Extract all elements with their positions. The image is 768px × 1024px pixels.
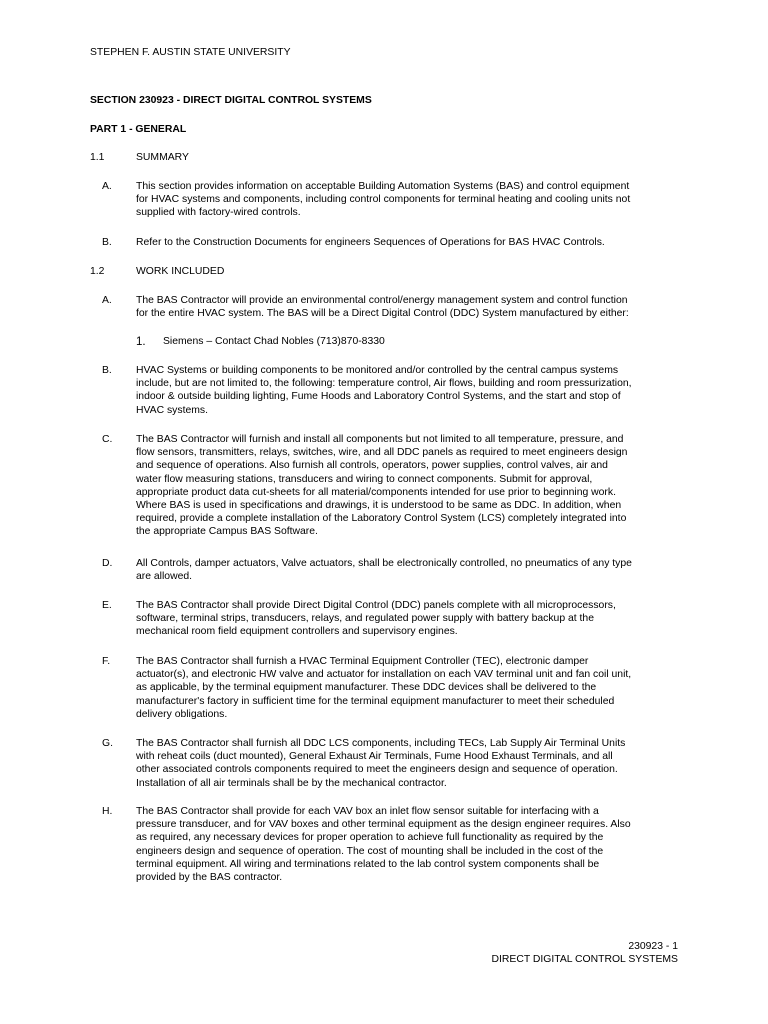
text-line: Installation of all air terminals shall be by the mechanical contractor.	[136, 777, 447, 789]
item-text	[136, 655, 676, 721]
section-title: SECTION 230923 - DIRECT DIGITAL CONTROL SYSTEMS	[90, 95, 372, 106]
text-line: the appropriate Campus BAS Software.	[136, 526, 318, 538]
text-line: water flow measuring stations, transducers and wiring to connect components. Submit for approval,	[136, 473, 593, 485]
item-letter: B.	[102, 237, 112, 248]
text-line: The BAS Contractor will provide an environmental control/energy management system and control function	[136, 295, 628, 306]
item-text	[136, 180, 676, 220]
item-letter: B.	[102, 365, 112, 376]
text-line: All Controls, damper actuators, Valve actuators, shall be electronically controlled, no pneumatics of any type	[136, 558, 632, 569]
text-line: as required, any necessary devices for proper operation to achieve full functionality as required by the	[136, 832, 604, 844]
text-line: with reheat coils (duct mounted), General Exhaust Air Terminals, Fume Hood Exhaust Terminals, and all	[136, 751, 613, 763]
text-line: delivery obligations.	[136, 708, 228, 720]
item-text	[136, 805, 676, 884]
text-line: software, terminal strips, transducers, relays, and regulated power supply with battery backup at the	[136, 613, 594, 625]
text-line: for HVAC systems and components, including control components for terminal heating and cooling units not	[136, 194, 631, 206]
item-text	[136, 599, 676, 639]
item-letter: H.	[102, 806, 113, 817]
text-line: actuator(s), and electronic HW valve and actuator for installation on each VAV terminal unit and fan coil unit,	[136, 669, 632, 681]
text-line: supplied with factory-wired controls.	[136, 207, 301, 219]
text-line: flow sensors, transmitters, relays, switches, wire, and all DDC panels as required to meet engineers design	[136, 447, 628, 459]
text-line: and sequence of operations. Also furnish all controls, operators, power supplies, control valves, air and	[136, 460, 608, 472]
text-line: as applicable, by the terminal equipment manufacturer. These DDC devices shall be delivered to the	[136, 682, 597, 694]
text-line: This section provides information on acceptable Building Automation Systems (BAS) and control equipment	[136, 181, 630, 192]
text-line: provided by the BAS contractor.	[136, 872, 283, 884]
text-line: Where BAS is used in specifications and drawings, it is understood to be same as DDC. In addition, when	[136, 500, 622, 512]
item-text	[136, 433, 676, 539]
text-line: terminal equipment. All wiring and terminations related to the lab control system components shall be	[136, 858, 600, 870]
item-letter: A.	[102, 181, 112, 192]
sub-item-text: Siemens – Contact Chad Nobles (713)870-8330	[163, 336, 385, 347]
item-text	[136, 294, 676, 320]
institution-header: STEPHEN F. AUSTIN STATE UNIVERSITY	[90, 47, 291, 58]
text-line: appropriate product data cut-sheets for all material/components intended for use prior to beginning work.	[136, 486, 616, 498]
section-heading: SUMMARY	[136, 152, 189, 163]
section-number: 1.2	[90, 266, 105, 277]
item-text	[136, 364, 676, 417]
text-line: required, provide a complete installation of the Laboratory Control System (LCS) completely integrated into	[136, 513, 627, 525]
text-line: engineers design and sequence of operation. The cost of mounting shall be included in the cost of the	[136, 845, 604, 857]
section-heading: WORK INCLUDED	[136, 266, 225, 277]
text-line: The BAS Contractor shall provide Direct Digital Control (DDC) panels complete with all microprocessors,	[136, 600, 616, 611]
text-line: HVAC systems.	[136, 404, 208, 416]
text-line: The BAS Contractor shall provide for each VAV box an inlet flow sensor suitable for interfacing with a	[136, 806, 599, 817]
item-letter: E.	[102, 600, 112, 611]
page-number: 230923 - 1	[628, 941, 678, 952]
text-line: indoor & outside building lighting, Fume Hoods and Laboratory Control Systems, and the start and stop of	[136, 391, 621, 403]
item-letter: D.	[102, 558, 113, 569]
text-line: Refer to the Construction Documents for engineers Sequences of Operations for BAS HVAC Controls.	[136, 237, 605, 248]
text-line: The BAS Contractor shall furnish a HVAC Terminal Equipment Controller (TEC), electronic damper	[136, 656, 589, 667]
text-line: pressure transducer, and for VAV boxes and other terminal equipment as the design engineer requires. Also	[136, 819, 631, 831]
section-number: 1.1	[90, 152, 105, 163]
text-line: The BAS Contractor shall furnish all DDC LCS components, including TECs, Lab Supply Air Terminal Units	[136, 738, 626, 749]
item-text	[136, 557, 676, 583]
text-line: other associated controls components required to meet the engineers design and sequence of operation.	[136, 764, 618, 776]
item-letter: F.	[102, 656, 111, 667]
item-text	[136, 737, 676, 790]
text-line: include, but are not limited to, the following: temperature control, Air flows, building and room pressurization,	[136, 378, 632, 390]
text-line: mechanical room field equipment controllers and supervisory engines.	[136, 626, 458, 638]
footer-title: DIRECT DIGITAL CONTROL SYSTEMS	[491, 954, 678, 965]
sub-item-number: 1.	[136, 336, 146, 348]
item-letter: A.	[102, 295, 112, 306]
text-line: for the entire HVAC system. The BAS will be a Direct Digital Control (DDC) System manufactured by either:	[136, 308, 629, 320]
item-letter: C.	[102, 434, 113, 445]
text-line: HVAC Systems or building components to be monitored and/or controlled by the central campus systems	[136, 365, 619, 376]
text-line: are allowed.	[136, 571, 193, 583]
item-text	[136, 236, 676, 249]
part-heading: PART 1 - GENERAL	[90, 124, 187, 135]
text-line: manufacturer's factory in sufficient time for the terminal equipment manufacturer to meet their scheduled	[136, 695, 615, 707]
text-line: The BAS Contractor will furnish and install all components but not limited to all temperature, pressure, and	[136, 434, 624, 445]
item-letter: G.	[102, 738, 113, 749]
